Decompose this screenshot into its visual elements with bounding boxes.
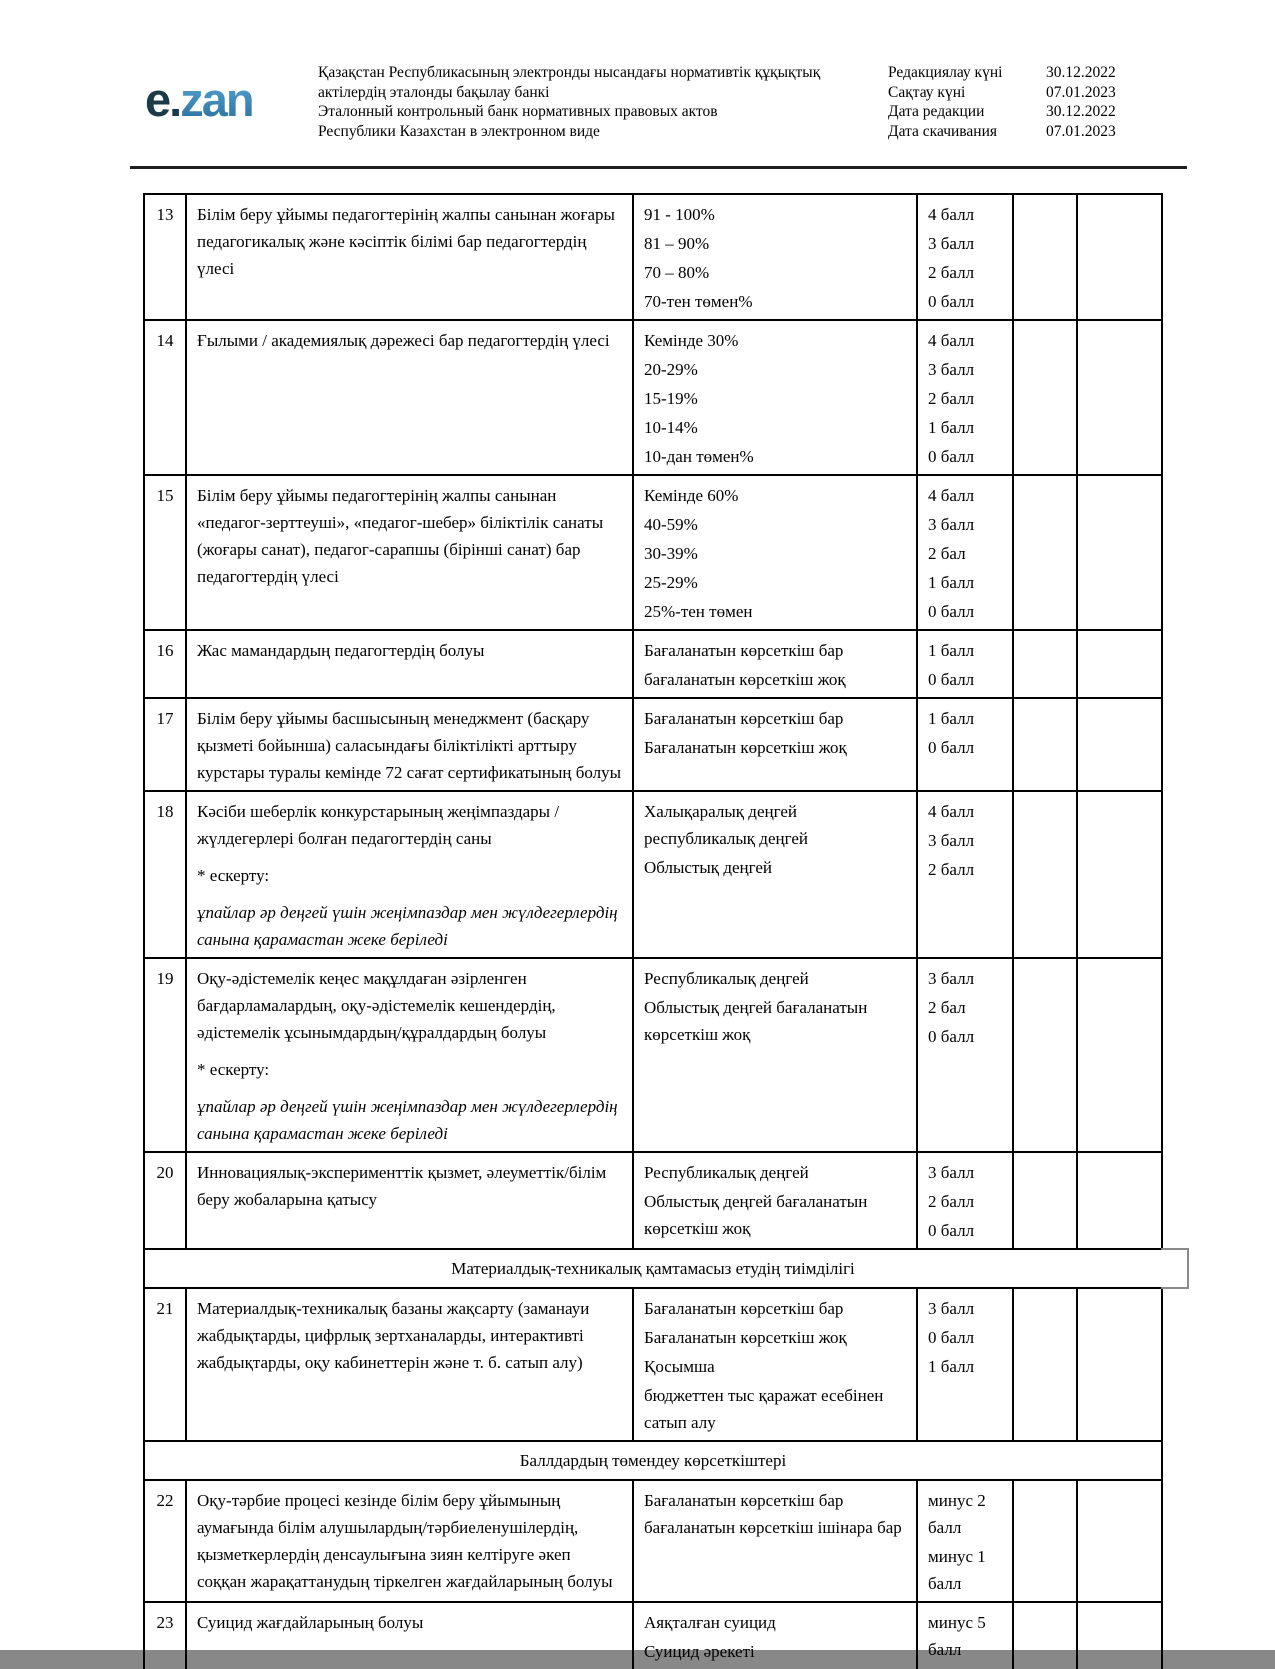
score-item: 3 балл: [928, 234, 975, 253]
empty-cell: [1013, 698, 1077, 791]
row-number: 23: [144, 1602, 186, 1669]
option-item: Республикалық деңгей: [644, 1163, 809, 1182]
row-number: 19: [144, 958, 186, 1152]
empty-cell: [1077, 1480, 1162, 1602]
org-line-3: Эталонный контрольный банк нормативных правовых актов: [318, 103, 718, 120]
empty-cell: [1013, 1602, 1077, 1669]
criteria-cell: [186, 791, 633, 958]
logo-prefix: e.: [145, 73, 181, 126]
criteria-table-wrap: [143, 193, 1163, 1669]
score-cell: [917, 194, 1013, 320]
empty-cell: [1013, 320, 1077, 475]
score-item: 2 бал: [928, 998, 966, 1017]
criteria-text: Материалдық-техникалық базаны жақсарту (заманауи жабдықтарды, цифрлық зертханаларды, интерактивті жабдықтарды, оқу кабинеттерін және т. б. сатып алу): [197, 1299, 590, 1372]
score-item: 0 балл: [928, 1221, 975, 1240]
score-item: 0 балл: [928, 1027, 975, 1046]
date-value: 30.12.2022: [1046, 64, 1116, 81]
option-item: Республикалық деңгей: [644, 969, 809, 988]
table-row: [144, 630, 1162, 698]
option-item: 70-тен төмен%: [644, 292, 753, 311]
options-cell: [633, 698, 917, 791]
options-cell: [633, 320, 917, 475]
empty-cell: [1077, 1602, 1162, 1669]
score-item: 0 балл: [928, 738, 975, 757]
criteria-text: Оқу-әдістемелік кеңес мақұлдаған әзірленген бағдарламалардың, оқу-әдістемелік кешендердің, әдістемелік ұсынымдардың/құралдардың болуы: [197, 969, 556, 1042]
empty-cell: [1013, 958, 1077, 1152]
empty-cell: [1077, 194, 1162, 320]
criteria-text: Суицид жағдайларының болуы: [197, 1613, 424, 1632]
options-cell: [633, 1152, 917, 1249]
score-item: 3 балл: [928, 360, 975, 379]
option-item: 25-29%: [644, 573, 698, 592]
table-row: [144, 791, 1162, 958]
org-title: [318, 63, 878, 141]
table-row: [144, 1152, 1162, 1249]
option-item: 40-59%: [644, 515, 698, 534]
empty-cell: [1013, 630, 1077, 698]
row-number: 13: [144, 194, 186, 320]
table-row: [144, 194, 1162, 320]
date-label: Дата скачивания: [888, 122, 998, 140]
criteria-note-label: * ескерту:: [197, 866, 270, 885]
score-item: 1 балл: [928, 709, 975, 728]
score-item: 3 балл: [928, 515, 975, 534]
table-row: [144, 1288, 1162, 1441]
date-value: 30.12.2022: [1046, 103, 1116, 120]
criteria-table: [143, 193, 1163, 1669]
option-item: 70 – 80%: [644, 263, 710, 282]
row-number: 18: [144, 791, 186, 958]
date-row-edit-kk: [888, 63, 1128, 83]
score-item: 2 балл: [928, 263, 975, 282]
criteria-text: Кәсіби шеберлік конкурстарының жеңімпаздары / жүлдегерлері болған педагогтердің саны: [197, 802, 560, 848]
section-header-cell: Баллдардың төмендеу көрсеткіштері: [144, 1441, 1162, 1480]
section-header-row: [144, 1249, 1162, 1288]
ezan-logo: [145, 73, 253, 126]
option-item: Облыстық деңгей бағаланатын көрсеткіш жоқ: [644, 998, 868, 1044]
score-item: 0 балл: [928, 292, 975, 311]
criteria-note-label: * ескерту:: [197, 1060, 270, 1079]
empty-cell: [1077, 475, 1162, 630]
options-cell: [633, 194, 917, 320]
row-number: 22: [144, 1480, 186, 1602]
score-item: 0 балл: [928, 447, 975, 466]
row-number: 15: [144, 475, 186, 630]
section-header-row: [144, 1441, 1162, 1480]
empty-cell: [1077, 1288, 1162, 1441]
option-item: Бағаланатын көрсеткіш жоқ: [644, 738, 847, 757]
score-item: 2 балл: [928, 389, 975, 408]
criteria-text: Жас мамандардың педагогтердің болуы: [197, 641, 485, 660]
score-cell: [917, 1602, 1013, 1669]
score-item: 3 балл: [928, 969, 975, 988]
criteria-cell: [186, 958, 633, 1152]
date-label: Сақтау күні: [888, 83, 966, 101]
score-item: 1 балл: [928, 418, 975, 437]
criteria-cell: [186, 1480, 633, 1602]
empty-cell: [1013, 1152, 1077, 1249]
score-item: 2 балл: [928, 1192, 975, 1211]
criteria-note-italic: ұпайлар әр деңгей үшін жеңімпаздар мен жүлдегерлердің санына қарамастан жеке беріледі: [197, 1097, 618, 1143]
org-line-2: актілердің эталонды бақылау банкі: [318, 83, 550, 101]
date-value: 07.01.2023: [1046, 122, 1116, 140]
score-item: 4 балл: [928, 802, 975, 821]
logo-suffix: zan: [180, 73, 253, 126]
option-item: Халықаралық деңгей республикалық деңгей: [644, 802, 808, 848]
options-cell: [633, 1602, 917, 1669]
criteria-text: Ғылыми / академиялық дәрежесі бар педагогтердің үлесі: [197, 331, 610, 350]
score-cell: [917, 320, 1013, 475]
score-item: минус 1 балл: [928, 1547, 986, 1593]
option-item: 10-дан төмен%: [644, 447, 754, 466]
option-item: Бағаланатын көрсеткіш жоқ: [644, 1328, 847, 1347]
date-row-download-ru: [888, 122, 1128, 142]
options-cell: [633, 1288, 917, 1441]
option-item: 15-19%: [644, 389, 698, 408]
criteria-text: Білім беру ұйымы басшысының менеджмент (басқару қызметі бойынша) саласындағы біліктілікті арттыру курстары туралы кемінде 72 сағат сертификатының болуы: [197, 709, 622, 782]
row-number: 16: [144, 630, 186, 698]
option-item: 25%-тен төмен: [644, 602, 753, 621]
criteria-cell: [186, 1152, 633, 1249]
options-cell: [633, 1480, 917, 1602]
criteria-text: Инновациялық-эксперименттік қызмет, әлеуметтік/білім беру жобаларына қатысу: [197, 1163, 607, 1209]
empty-cell: [1077, 958, 1162, 1152]
option-item: Аяқталған суицид: [644, 1613, 776, 1632]
row-number: 14: [144, 320, 186, 475]
option-item: 91 - 100%: [644, 205, 715, 224]
option-item: Облыстық деңгей бағаланатын көрсеткіш жоқ: [644, 1192, 868, 1238]
row-number: 20: [144, 1152, 186, 1249]
section-overflow-tab: [1161, 1248, 1189, 1289]
criteria-cell: [186, 630, 633, 698]
option-item: Кемінде 60%: [644, 486, 739, 505]
score-item: 0 балл: [928, 670, 975, 689]
table-row: [144, 320, 1162, 475]
dates-block: [888, 63, 1128, 141]
option-item: 30-39%: [644, 544, 698, 563]
option-item: 20-29%: [644, 360, 698, 379]
option-item: Облыстық деңгей: [644, 858, 772, 877]
date-row-save-kk: [888, 83, 1128, 103]
criteria-cell: [186, 320, 633, 475]
option-item: Бағаланатын көрсеткіш бар: [644, 709, 844, 728]
row-number: 21: [144, 1288, 186, 1441]
empty-cell: [1013, 1480, 1077, 1602]
criteria-cell: [186, 194, 633, 320]
criteria-cell: [186, 475, 633, 630]
empty-cell: [1013, 791, 1077, 958]
score-item: 2 бал: [928, 544, 966, 563]
criteria-cell: [186, 1288, 633, 1441]
score-item: 2 балл: [928, 860, 975, 879]
score-cell: [917, 1288, 1013, 1441]
table-row: [144, 1480, 1162, 1602]
empty-cell: [1077, 698, 1162, 791]
score-item: минус 5 балл: [928, 1613, 986, 1659]
header-divider: [130, 166, 1187, 169]
score-cell: [917, 630, 1013, 698]
option-item: бюджеттен тыс қаражат есебінен сатып алу: [644, 1386, 884, 1432]
empty-cell: [1013, 1288, 1077, 1441]
score-item: минус 2 балл: [928, 1491, 986, 1537]
option-item: Бағаланатын көрсеткіш бар: [644, 641, 844, 660]
score-item: 4 балл: [928, 486, 975, 505]
empty-cell: [1077, 630, 1162, 698]
options-cell: [633, 958, 917, 1152]
table-row: [144, 958, 1162, 1152]
section-header-cell: Материалдық-техникалық қамтамасыз етудің тиімділігі: [144, 1249, 1162, 1288]
criteria-cell: [186, 1602, 633, 1669]
empty-cell: [1077, 791, 1162, 958]
row-number: 17: [144, 698, 186, 791]
table-row: [144, 1602, 1162, 1669]
score-cell: [917, 958, 1013, 1152]
score-item: 0 балл: [928, 602, 975, 621]
score-item: 1 балл: [928, 641, 975, 660]
options-cell: [633, 791, 917, 958]
score-cell: [917, 698, 1013, 791]
option-item: Суицид әрекеті: [644, 1642, 755, 1661]
score-item: 4 балл: [928, 205, 975, 224]
options-cell: [633, 475, 917, 630]
date-row-edit-ru: [888, 102, 1128, 122]
score-item: 0 балл: [928, 1328, 975, 1347]
criteria-note-italic: ұпайлар әр деңгей үшін жеңімпаздар мен жүлдегерлердің санына қарамастан жеке беріледі: [197, 903, 618, 949]
score-item: 3 балл: [928, 831, 975, 850]
option-item: Қосымша: [644, 1357, 715, 1376]
empty-cell: [1013, 475, 1077, 630]
org-line-4: Республики Казахстан в электронном виде: [318, 122, 600, 140]
option-item: бағаланатын көрсеткіш жоқ: [644, 670, 846, 689]
criteria-cell: [186, 698, 633, 791]
criteria-text: Білім беру ұйымы педагогтерінің жалпы санынан жоғары педагогикалық және кәсіптік білімі бар педагогтердің үлесі: [197, 205, 615, 278]
date-label: Редакциялау күні: [888, 64, 1003, 81]
org-line-1: Қазақстан Республикасының электронды нысандағы нормативтік құқықтық: [318, 64, 821, 81]
option-item: 81 – 90%: [644, 234, 710, 253]
score-item: 4 балл: [928, 331, 975, 350]
date-label: Дата редакции: [888, 103, 985, 120]
date-value: 07.01.2023: [1046, 83, 1116, 101]
score-item: 1 балл: [928, 573, 975, 592]
score-item: 3 балл: [928, 1163, 975, 1182]
score-cell: [917, 1152, 1013, 1249]
score-cell: [917, 475, 1013, 630]
option-item: 10-14%: [644, 418, 698, 437]
empty-cell: [1077, 320, 1162, 475]
option-item: Бағаланатын көрсеткіш бар: [644, 1299, 844, 1318]
option-item: Бағаланатын көрсеткіш бар бағаланатын көрсеткіш ішінара бар: [644, 1491, 902, 1537]
score-cell: [917, 791, 1013, 958]
score-cell: [917, 1480, 1013, 1602]
empty-cell: [1013, 194, 1077, 320]
table-row: [144, 475, 1162, 630]
options-cell: [633, 630, 917, 698]
criteria-text: Оқу-тәрбие процесі кезінде білім беру ұйымының аумағында білім алушылардың/тәрбиеленушілердің, қызметкерлердің денсаулығына зиян келтіруге әкеп соққан жарақаттанудың тіркелген жағдайларының болуы: [197, 1491, 613, 1591]
score-item: 1 балл: [928, 1357, 975, 1376]
criteria-text: Білім беру ұйымы педагогтерінің жалпы санынан «педагог-зерттеуші», «педагог-шебер» біліктілік санаты (жоғары санат), педагог-сарапшы (бірінші санат) бар педагогтердің үлесі: [197, 486, 604, 586]
score-item: 3 балл: [928, 1299, 975, 1318]
empty-cell: [1077, 1152, 1162, 1249]
table-row: [144, 698, 1162, 791]
option-item: Кемінде 30%: [644, 331, 739, 350]
